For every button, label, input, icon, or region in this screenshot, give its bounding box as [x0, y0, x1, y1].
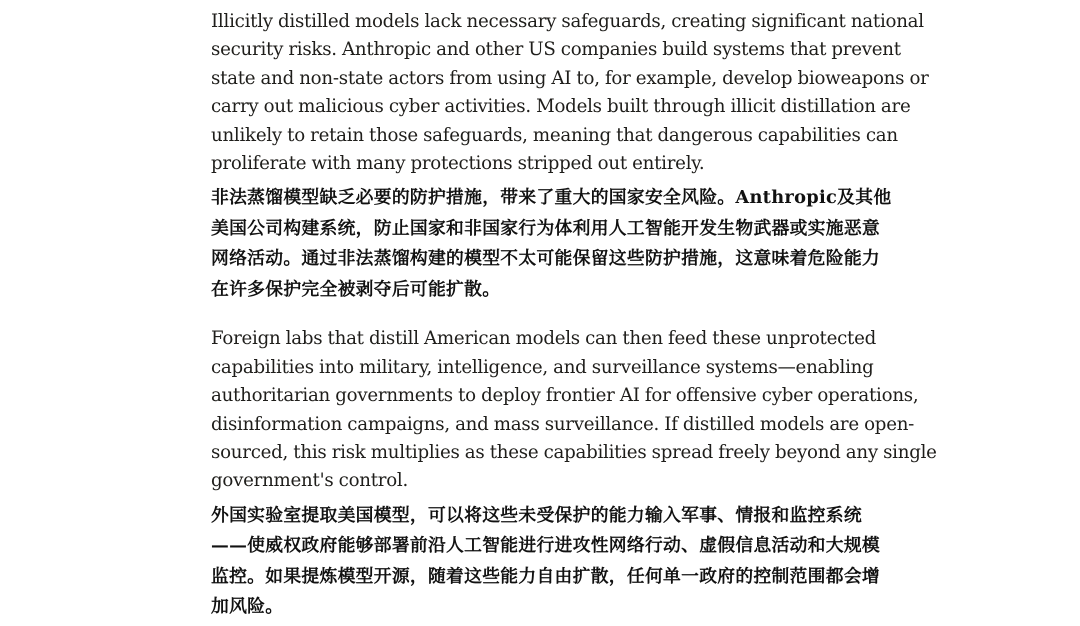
text-line: 非法蒸馏模型缺乏必要的防护措施，带来了重大的国家安全风险。Anthropic及其他 — [211, 187, 892, 209]
text-line: state and non-state actors from using AI to, for example, develop bioweapons or — [211, 67, 929, 89]
text-line: Foreign labs that distill American models can then feed these unprotected — [211, 328, 876, 350]
chinese-translation — [211, 183, 891, 305]
chinese-translation — [211, 501, 891, 623]
section-safeguards — [211, 8, 929, 305]
text-line: 在许多保护完全被剥夺后可能扩散。 — [211, 278, 501, 300]
text-line: unlikely to retain those safeguards, meaning that dangerous capabilities can — [211, 124, 898, 146]
text-line: 监控。如果提炼模型开源，随着这些能力自由扩散，任何单一政府的控制范围都会增 — [211, 565, 881, 587]
text-line: security risks. Anthropic and other US companies build systems that prevent — [211, 39, 901, 61]
text-line: disinformation campaigns, and mass surveillance. If distilled models are open- — [211, 413, 915, 435]
text-line: Illicitly distilled models lack necessary safeguards, creating significant national — [211, 11, 924, 32]
english-paragraph — [211, 8, 929, 178]
text-line: proliferate with many protections stripped out entirely. — [211, 153, 705, 175]
text-line: sourced, this risk multiplies as these capabilities spread freely beyond any single — [211, 442, 937, 464]
text-line: government's control. — [211, 470, 409, 492]
text-line: authoritarian governments to deploy frontier AI for offensive cyber operations, — [211, 385, 919, 407]
text-line: carry out malicious cyber activities. Models built through illicit distillation are — [211, 96, 911, 118]
text-line: 网络活动。通过非法蒸馏构建的模型不太可能保留这些防护措施，这意味着危险能力 — [211, 248, 881, 270]
text-line: 外国实验室提取美国模型，可以将这些未受保护的能力输入军事、情报和监控系统 — [211, 504, 862, 526]
article-body — [211, 8, 937, 623]
english-paragraph — [211, 325, 937, 495]
text-line: 美国公司构建系统，防止国家和非国家行为体利用人工智能开发生物武器或实施恶意 — [211, 217, 881, 239]
text-line: capabilities into military, intelligence, and surveillance systems—enabling — [211, 356, 874, 378]
section-foreign-labs — [211, 325, 937, 622]
text-line: ——使威权政府能够部署前沿人工智能进行进攻性网络行动、虚假信息活动和大规模 — [211, 535, 881, 557]
text-line: 加风险。 — [211, 596, 284, 618]
